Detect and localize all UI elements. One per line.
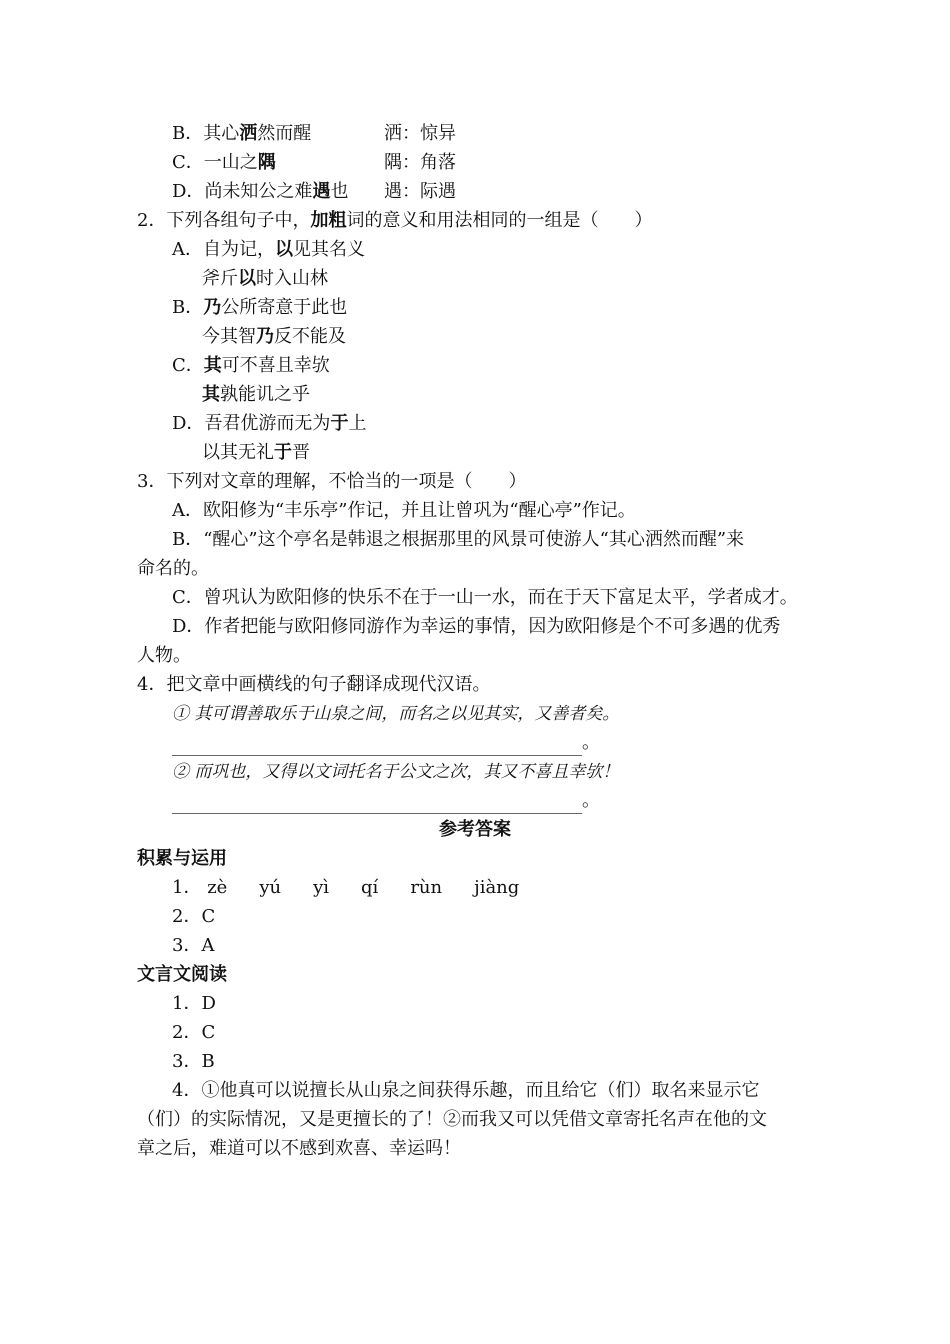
pinyin-item: yì xyxy=(313,877,330,898)
option-text: 可不喜且幸欤 xyxy=(221,355,330,376)
q3-option-b-line1: B．“醒心”这个亭名是韩退之根据那里的风景可使游人“其心洒然而醒”来 xyxy=(172,529,745,550)
answer-blank[interactable] xyxy=(172,793,582,814)
q3-stem: 3．下列对文章的理解，不恰当的一项是（ ） xyxy=(137,471,527,492)
option-text: 斧斤 xyxy=(202,268,238,289)
option-label: C． xyxy=(172,355,204,376)
bold-word: 加粗 xyxy=(310,210,347,231)
q3-option-c: C．曾巩认为欧阳修的快乐不在于一山一水，而在于天下富足太平，学者成才。 xyxy=(172,587,798,608)
bold-word: 以 xyxy=(238,268,256,289)
q3-option-b-line2: 命名的。 xyxy=(137,558,209,579)
answer-1-2: 2．C xyxy=(172,906,216,927)
bold-word: 乃 xyxy=(203,297,222,318)
q2-option-d-line1 xyxy=(172,411,366,437)
q1-option-b-gloss: 洒：惊异 xyxy=(384,123,456,144)
answer-2-3: 3．B xyxy=(172,1051,215,1072)
bold-word: 以 xyxy=(275,239,293,260)
option-text: 其心 xyxy=(203,123,240,144)
period: 。 xyxy=(582,732,600,753)
q2-option-c-line1 xyxy=(172,353,330,379)
q2-option-c-line2 xyxy=(202,382,310,408)
option-label: A． xyxy=(172,239,203,260)
q4-sentence-1: ① 其可谓善取乐于山泉之间，而名之以见其实，又善者矣。 xyxy=(172,704,620,724)
bold-word: 其 xyxy=(202,384,220,405)
option-label: B． xyxy=(172,123,204,144)
q4-answer-line-1 xyxy=(172,730,600,756)
q3-option-a: A．欧阳修为“丰乐亭”作记，并且让曾巩为“醒心亭”作记。 xyxy=(172,500,636,521)
option-text: 孰能讥之乎 xyxy=(220,384,310,405)
section-heading-classical-reading: 文言文阅读 xyxy=(137,964,227,985)
option-text: 今其智 xyxy=(202,326,256,347)
answer-1-pinyin xyxy=(172,875,551,901)
option-text: 上 xyxy=(348,413,367,434)
pinyin-item: jiàng xyxy=(474,877,520,898)
q1-option-d-gloss: 遇：际遇 xyxy=(384,181,456,202)
stem-text: 词的意义和用法相同的一组是（ ） xyxy=(346,210,653,231)
q2-option-b-line2 xyxy=(202,324,346,350)
q1-option-c-gloss: 隅：角落 xyxy=(384,152,456,173)
q4-answer-line-2 xyxy=(172,788,600,814)
option-text: 以其无礼 xyxy=(202,442,274,463)
option-text: 公所寄意于此也 xyxy=(221,297,348,318)
answer-2-4-line3: 章之后，难道可以不感到欢喜、幸运吗！ xyxy=(137,1138,461,1159)
q1-option-c xyxy=(172,150,276,176)
answers-title: 参考答案 xyxy=(439,819,511,840)
bold-word: 乃 xyxy=(256,326,274,347)
option-label: D． xyxy=(172,413,205,434)
answer-2-1: 1．D xyxy=(172,993,216,1014)
q2-option-a-line1 xyxy=(172,237,365,263)
stem-text: 2．下列各组句子中， xyxy=(137,210,311,231)
q2-option-d-line2 xyxy=(202,440,310,466)
answer-2-4-line2: （们）的实际情况，又是更擅长的了！②而我又可以凭借文章寄托名声在他的文 xyxy=(137,1109,767,1130)
option-text: 时入山林 xyxy=(256,268,328,289)
answer-2-4-line1: 4．①他真可以说擅长从山泉之间获得乐趣，而且给它（们）取名来显示它 xyxy=(172,1080,760,1101)
option-label: C． xyxy=(172,152,204,173)
option-text: 自为记， xyxy=(203,239,275,260)
bold-word: 隅 xyxy=(257,152,276,173)
q3-option-d-line1: D．作者把能与欧阳修同游作为幸运的事情，因为欧阳修是个不可多遇的优秀 xyxy=(172,616,781,637)
answer-1-3: 3．A xyxy=(172,935,215,956)
q1-option-d xyxy=(172,179,348,205)
option-label: D． xyxy=(172,181,205,202)
answer-blank[interactable] xyxy=(172,735,582,756)
q4-sentence-2: ② 而巩也，又得以文词托名于公文之次，其又不喜且幸欤！ xyxy=(172,762,620,782)
q3-option-d-line2: 人物。 xyxy=(137,645,191,666)
option-text: 尚未知公之难 xyxy=(204,181,313,202)
option-text: 吾君优游而无为 xyxy=(204,413,331,434)
q2-option-b-line1 xyxy=(172,295,347,321)
bold-word: 遇 xyxy=(312,181,331,202)
pinyin-item: yú xyxy=(259,877,282,898)
q2-option-a-line2 xyxy=(202,266,328,292)
option-text: 反不能及 xyxy=(274,326,346,347)
option-text: 一山之 xyxy=(203,152,258,173)
option-text: 也 xyxy=(330,181,349,202)
bold-word: 于 xyxy=(274,442,292,463)
q1-option-b xyxy=(172,121,311,147)
option-label: B． xyxy=(172,297,204,318)
option-text: 见其名义 xyxy=(293,239,365,260)
q2-stem xyxy=(137,208,652,234)
answer-number: 1． xyxy=(172,877,202,898)
section-heading-accumulation: 积累与运用 xyxy=(137,848,227,869)
answer-2-2: 2．C xyxy=(172,1022,216,1043)
pinyin-item: zè xyxy=(207,877,228,898)
bold-word: 于 xyxy=(330,413,349,434)
bold-word: 洒 xyxy=(239,123,258,144)
pinyin-item: qí xyxy=(361,877,379,898)
period: 。 xyxy=(582,790,600,811)
pinyin-item: rùn xyxy=(410,877,443,898)
bold-word: 其 xyxy=(203,355,222,376)
option-text: 然而醒 xyxy=(257,123,312,144)
q4-stem: 4．把文章中画横线的句子翻译成现代汉语。 xyxy=(137,674,491,695)
option-text: 晋 xyxy=(292,442,310,463)
